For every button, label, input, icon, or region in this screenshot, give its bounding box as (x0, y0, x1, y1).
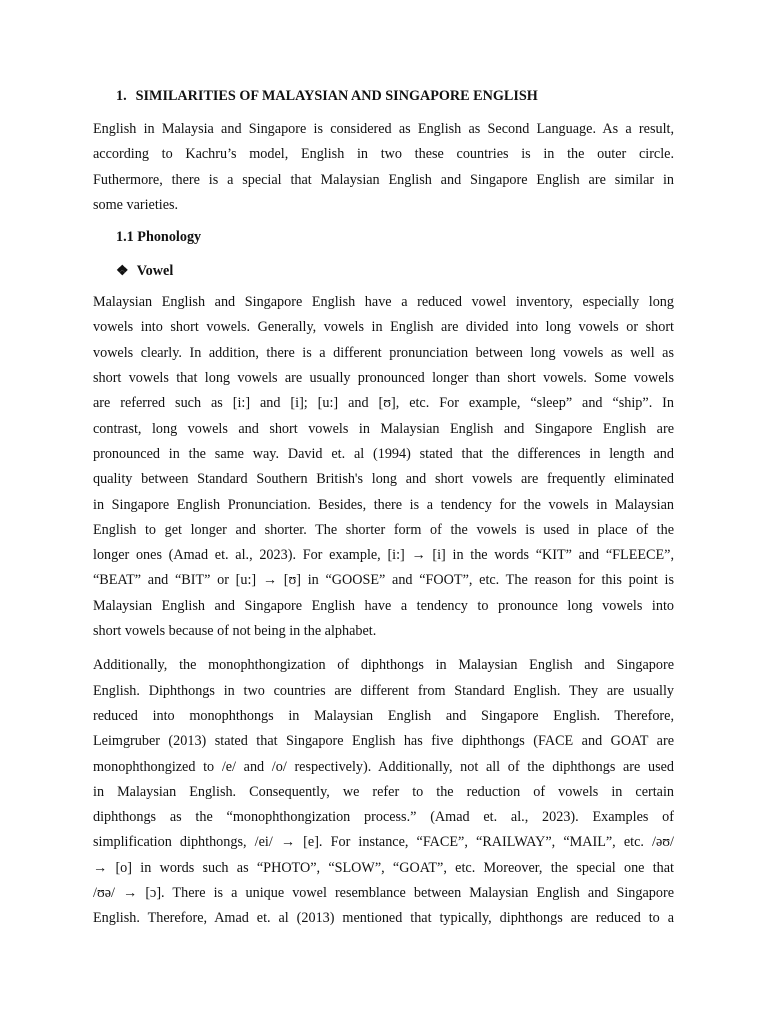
vowel-paragraph-2 (93, 653, 674, 931)
paragraph-line: English in Malaysia and Singapore is considered as English as Second Language. As a result, (93, 121, 674, 137)
section-heading (116, 86, 674, 106)
paragraph-line: simplification diphthongs, /ei/ → [e]. For instance, “FACE”, “RAILWAY”, “MAIL”, etc. /əʊ/ (93, 834, 674, 851)
paragraph-line: /ʊə/ → [ɔ]. There is a unique vowel resemblance between Malaysian English and Singapore (93, 885, 674, 902)
paragraph-line: Leimgruber (2013) stated that Singapore English has five diphthongs (FACE and GOAT are (93, 733, 674, 750)
paragraph-line: in Malaysian English. Consequently, we refer to the reduction of vowels in certain (93, 783, 674, 800)
paragraph-line: Additionally, the monophthongization of diphthongs in Malaysian English and Singapore (93, 657, 674, 674)
section-title: SIMILARITIES OF MALAYSIAN AND SINGAPORE ENGLISH (135, 88, 538, 104)
vowel-paragraph-1 (93, 290, 674, 644)
diamond-bullet-icon: ❖ (116, 263, 129, 280)
paragraph-line: longer ones (Amad et. al., 2023). For example, [i:] → [i] in the words “KIT” and “FLEECE”, (93, 547, 674, 564)
paragraph-line: some varieties. (93, 196, 179, 213)
paragraph-line: Malaysian English and Singapore English have a reduced vowel inventory, especially long (93, 294, 674, 311)
paragraph-line: quality between Standard Southern British's long and short vowels are frequently eliminated (93, 471, 674, 488)
paragraph-line: reduced into monophthongs in Malaysian English and Singapore English. Therefore, (93, 707, 674, 724)
paragraph-line: according to Kachru’s model, English in two these countries is in the outer circle. (93, 146, 674, 163)
paragraph-line: monophthongized to /e/ and /o/ respectively). Additionally, not all of the diphthongs are used (93, 758, 674, 775)
intro-paragraph (93, 117, 674, 218)
paragraph-line: vowels into short vowels. Generally, vowels in English are divided into long vowels or short (93, 319, 674, 336)
paragraph-line: diphthongs as the “monophthongization process.” (Amad et. al., 2023). Examples of (93, 809, 674, 826)
paragraph-line: Futhermore, there is a special that Malaysian English and Singapore English are similar in (93, 171, 674, 188)
subsection-heading: 1.1 Phonology (116, 229, 202, 246)
paragraph-line: short vowels that long vowels are usually pronounced longer than short vowels. Some vowels (93, 370, 674, 387)
paragraph-line: short vowels because of not being in the alphabet. (93, 623, 377, 640)
paragraph-line: → [o] in words such as “PHOTO”, “SLOW”, “GOAT”, etc. Moreover, the special one that (93, 859, 674, 876)
paragraph-line: are referred such as [i:] and [i]; [u:] and [ʊ], etc. For example, “sleep” and “ship”. In (93, 395, 674, 412)
document-page (93, 86, 674, 932)
paragraph-line: Malaysian English and Singapore English have a tendency to pronounce long vowels into (93, 597, 674, 614)
paragraph-line: English. Diphthongs in two countries are different from Standard English. They are usually (93, 682, 674, 699)
bullet-label: Vowel (136, 263, 174, 280)
paragraph-line: English. Therefore, Amad et. al (2013) mentioned that typically, diphthongs are reduced to a (93, 910, 674, 927)
paragraph-line: English to get longer and shorter. The shorter form of the vowels is used in place of the (93, 521, 674, 538)
section-number: 1. (116, 88, 127, 104)
paragraph-line: in Singapore English Pronunciation. Besides, there is a tendency for the vowels in Malaysian (93, 496, 674, 513)
paragraph-line: pronounced in the same way. David et. al (1994) stated that the differences in length and (93, 445, 674, 462)
paragraph-line: “BEAT” and “BIT” or [u:] → [ʊ] in “GOOSE” and “FOOT”, etc. The reason for this point is (93, 572, 674, 589)
paragraph-line: contrast, long vowels and short vowels in Malaysian English and Singapore English are (93, 420, 674, 437)
paragraph-line: vowels clearly. In addition, there is a different pronunciation between long vowels as well as (93, 344, 674, 361)
bullet-heading (116, 261, 674, 281)
